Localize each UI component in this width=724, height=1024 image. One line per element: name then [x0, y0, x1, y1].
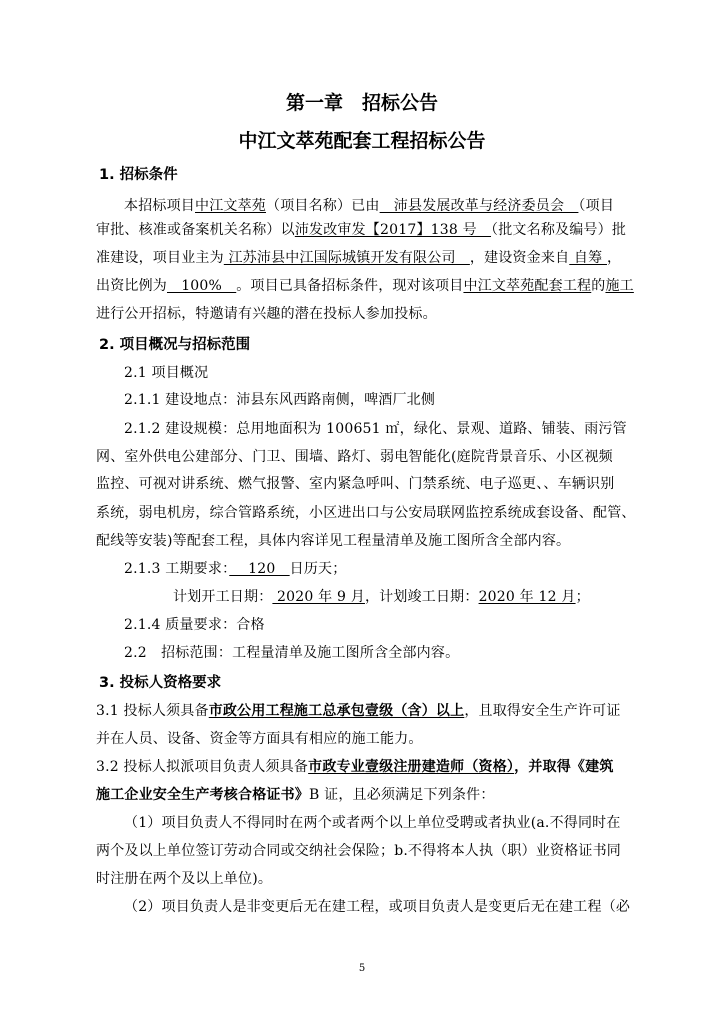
s1-line-2: 审批、核准或备案机关名称）以沛发改审发【2017】138 号 （批文名称及编号）批	[96, 222, 627, 238]
s2-1-2-line-5: 配线等安装)等配套工程，具体内容详见工程量清单及施工图所含全部内容。	[96, 533, 571, 549]
s2-1-2-line-4: 系统，弱电机房，综合管路系统，小区进出口与公安局联网监控系统成套设备、配管、	[96, 505, 636, 521]
document-title: 中江文萃苑配套工程招标公告	[238, 130, 486, 152]
page-number: 5	[358, 963, 366, 974]
s3-cond-1-line-3: 时注册在两个及以上单位)。	[96, 871, 273, 887]
s3-1-line-2: 并在人员、设备、资金等方面具有相应的施工能力。	[96, 731, 423, 747]
s2-1-2-line-3: 监控、可视对讲系统、燃气报警、室内紧急呼叫、门禁系统、电子巡更、、车辆识别	[96, 476, 615, 492]
s2-1: 2.1 项目概况	[124, 365, 209, 381]
s1-line-5: 进行公开招标，特邀请有兴趣的潜在投标人参加投标。	[96, 306, 437, 322]
s2-1-4: 2.1.4 质量要求：合格	[124, 617, 265, 633]
s2-1-2-line-2: 网、室外供电公建部分、门卫、围墙、路灯、弱电智能化(庭院背景音乐、小区视频	[96, 449, 613, 465]
s1-line-3: 准建设，项目业主为 江苏沛县中江国际城镇开发有限公司 ，建设资金来自 自筹 ，	[96, 250, 622, 266]
s2-1-1: 2.1.1 建设地点：沛县东风西路南侧，啤酒厂北侧	[124, 392, 436, 408]
section-3-heading: 3. 投标人资格要求	[99, 675, 222, 691]
s2-1-3-dates: 计划开工日期： 2020 年 9 月，计划竣工日期：2020 年 12 月；	[173, 589, 590, 605]
s2-1-3: 2.1.3 工期要求： 120 日历天；	[124, 561, 347, 577]
section-2-heading: 2. 项目概况与招标范围	[99, 337, 251, 353]
s2-1-2-line-1: 2.1.2 建设规模：总用地面积为 100651 ㎡，绿化、景观、道路、铺装、雨污管	[124, 421, 627, 437]
s3-cond-1-line-1: （1）项目负责人不得同时在两个或者两个以上单位受聘或者执业(a.不得同时在	[124, 815, 621, 831]
s3-1: 3.1 投标人须具备市政公用工程施工总承包壹级（含）以上，且取得安全生产许可证	[96, 703, 621, 719]
s3-cond-2-line-1: （2）项目负责人是非变更后无在建工程，或项目负责人是变更后无在建工程（必	[124, 899, 631, 915]
section-1-heading: 1. 招标条件	[99, 167, 178, 183]
s3-2: 3.2 投标人拟派项目负责人须具备市政专业壹级注册建造师（资格），并取得《建筑	[96, 759, 614, 775]
s1-line-1: 本招标项目中江文萃苑（项目名称）已由 沛县发展改革与经济委员会 （项目	[124, 198, 615, 214]
s3-2-line-2: 施工企业安全生产考核合格证书》B 证，且必须满足下列条件：	[96, 787, 495, 803]
s3-cond-1-line-2: 两个及以上单位签订劳动合同或交纳社会保险；b.不得将本人执（职）业资格证书同	[96, 843, 622, 859]
s1-line-4: 出资比例为 100% 。项目已具备招标条件，现对该项目中江文萃苑配套工程的施工	[96, 278, 634, 294]
s2-2: 2.2 招标范围：工程量清单及施工图所含全部内容。	[124, 645, 460, 661]
chapter-title: 第一章 招标公告	[285, 92, 438, 114]
